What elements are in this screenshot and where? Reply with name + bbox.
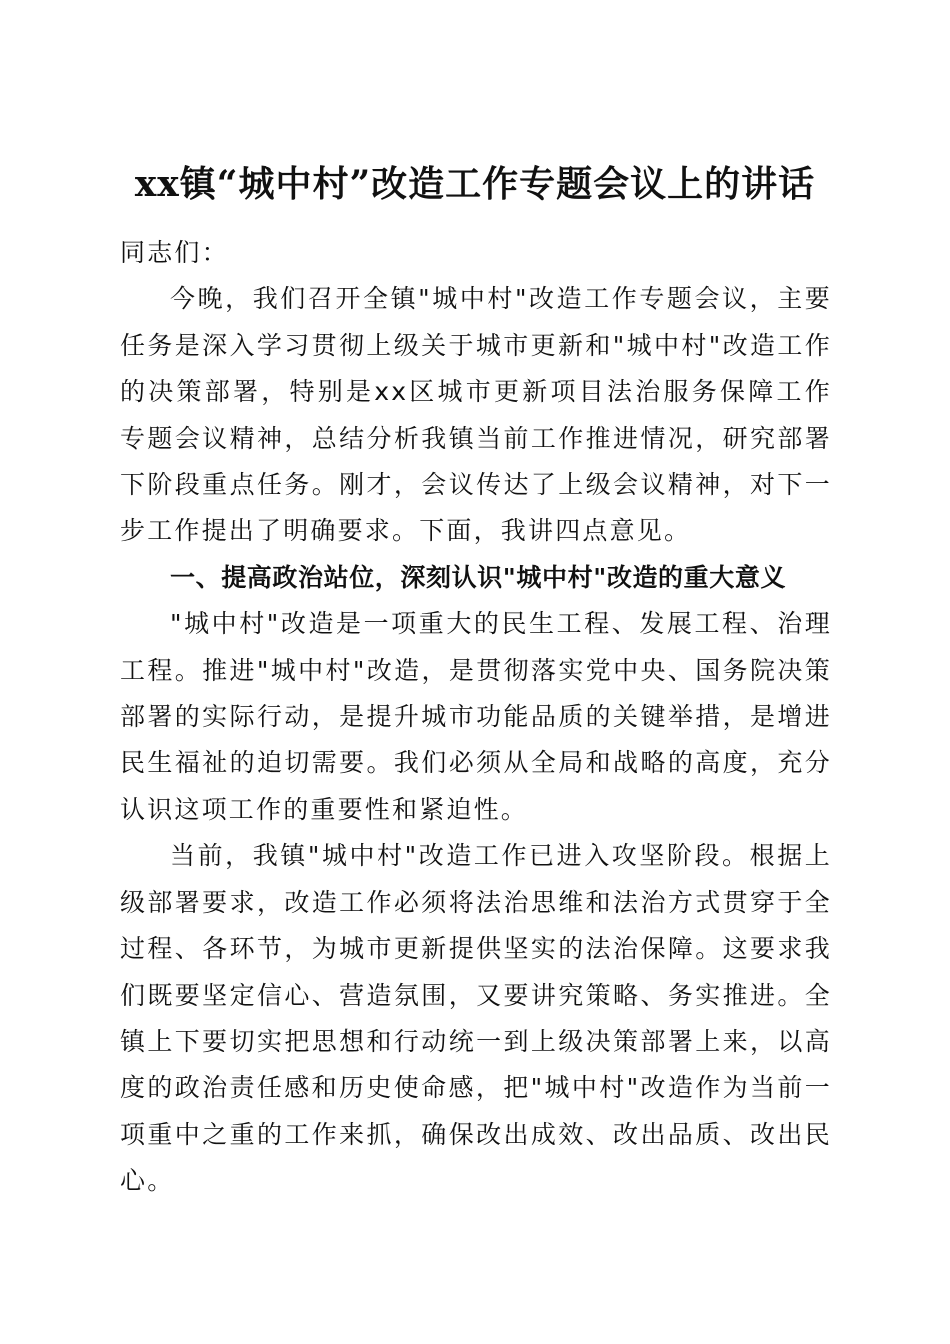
section-heading: 一、提高政治站位，深刻认识"城中村"改造的重大意义 — [170, 562, 787, 592]
document-title: xx镇“城中村”改造工作专题会议上的讲话 — [134, 163, 816, 206]
intro-paragraph: 今晚，我们召开全镇"城中村"改造工作专题会议，主要任务是深入学习贯彻上级关于城市更新和"城中村"改造工作的决策部署，特别是xx区城市更新项目法治服务保障工作专题会议精神，总结分析我镇当前工作推进情况，研究部署下阶段重点任务。刚才，会议传达了上级会议精神，对下一步工作提出了明确要求。下面，我讲四点意见。 — [120, 284, 832, 546]
document-body — [120, 230, 832, 1205]
salutation: 同志们： — [120, 238, 229, 267]
section-paragraph: "城中村"改造是一项重大的民生工程、发展工程、治理工程。推进"城中村"改造，是贯彻落实党中央、国务院决策部署的实际行动，是提升城市功能品质的关键举措，是增进民生福祉的迫切需要。我们必须从全局和战略的高度，充分认识这项工作的重要性和紧迫性。 — [120, 609, 832, 824]
section-paragraph: 当前，我镇"城中村"改造工作已进入攻坚阶段。根据上级部署要求，改造工作必须将法治思维和法治方式贯穿于全过程、各环节，为城市更新提供坚实的法治保障。这要求我们既要坚定信心、营造氛围，又要讲究策略、务实推进。全镇上下要切实把思想和行动统一到上级决策部署上来，以高度的政治责任感和历史使命感，把"城中村"改造作为当前一项重中之重的工作来抓，确保改出成效、改出品质、改出民心。 — [120, 841, 832, 1196]
